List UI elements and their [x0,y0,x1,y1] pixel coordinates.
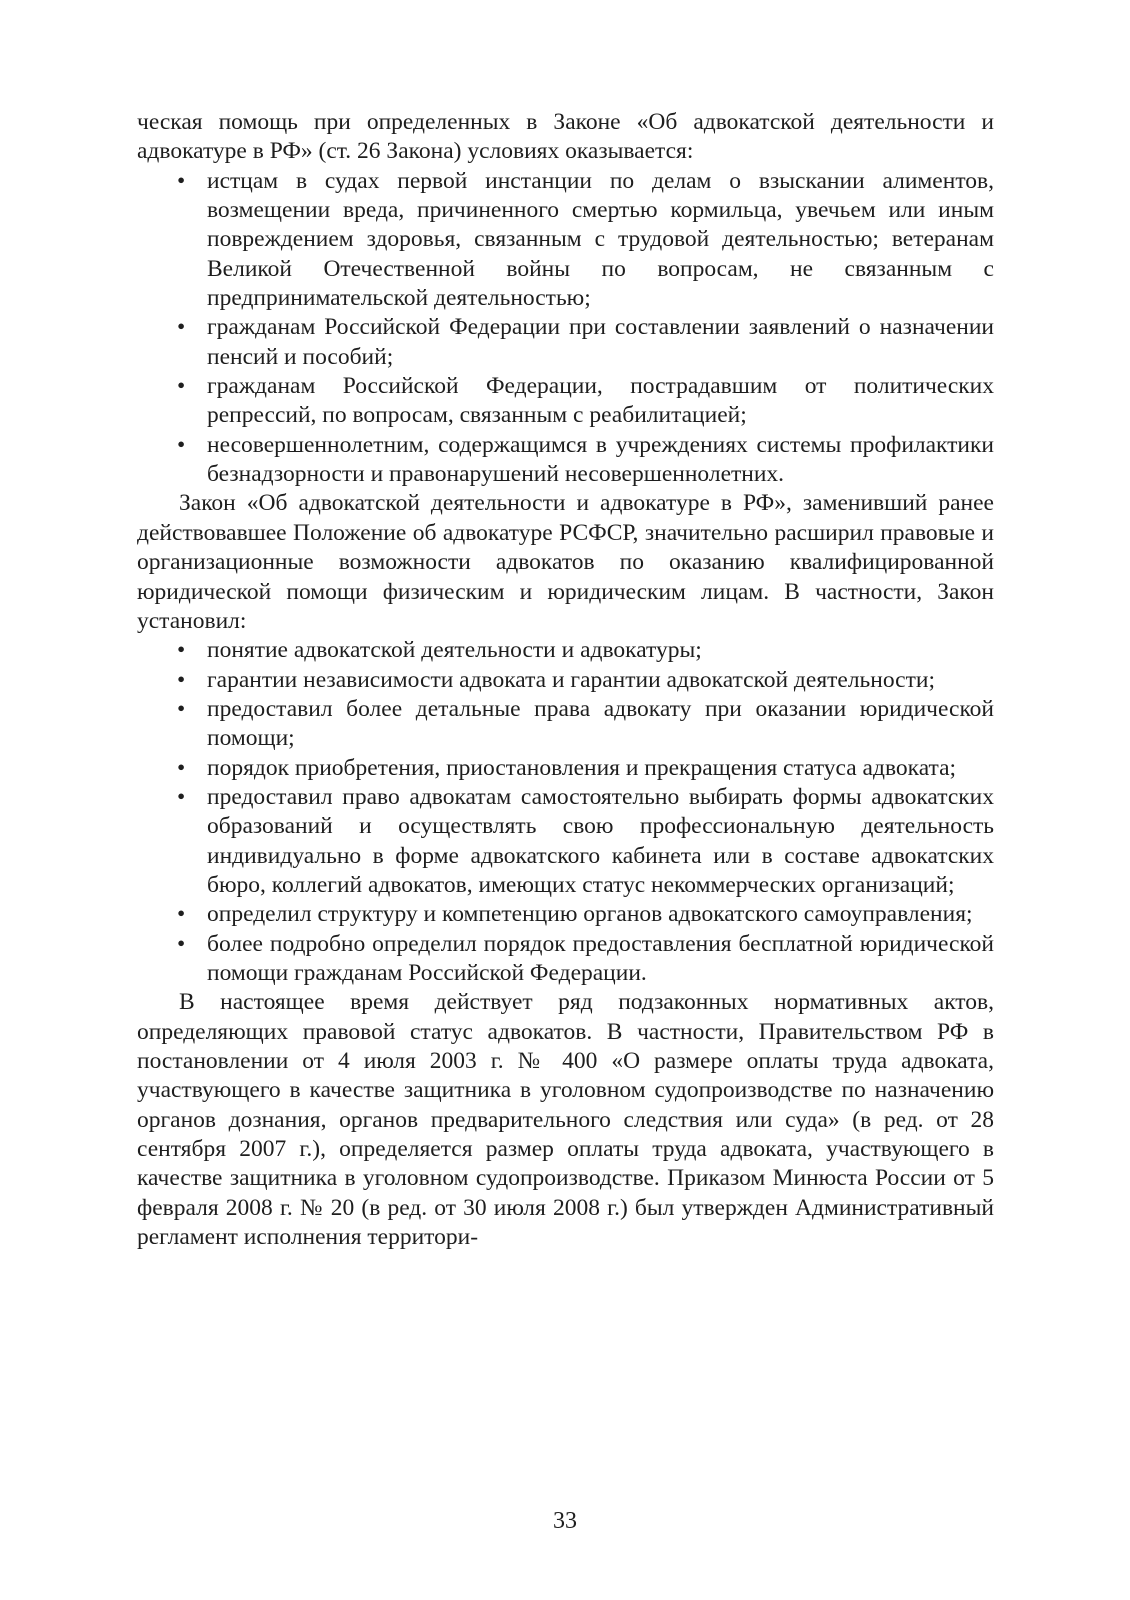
bullet-icon: • [177,637,186,664]
bullet-icon: • [177,314,186,341]
list-item-text: предоставил право адвокатам самостоятельно выбирать формы адвокатских образований и осуществлять свою профессиональную деятельность индивидуально в форме адвокатского кабинета или в составе адвокатских бюро, коллегий адвокатов, имеющих статус некоммерческих организаций; [207,783,994,898]
regulations-paragraph: В настоящее время действует ряд подзаконных нормативных актов, определяющих правовой статус адвокатов. В частности, Правительством РФ в постановлении от 4 июля 2003 г. № 400 «О размере оплаты труда адвоката, участвующего в качестве защитника в уголовном судопроизводстве по назначению органов дознания, органов предварительного следствия или суда» (в ред. от 28 сентября 2007 г.), определяется размер оплаты труда адвоката, участвующего в качестве защитника в уголовном судопроизводстве. Приказом Минюста России от 5 февраля 2008 г. № 20 (в ред. от 30 июля 2008 г.) был утвержден Административный регламент исполнения территори- [137,989,994,1251]
list-item [177,431,994,490]
list-item-text: определил структуру и компетенцию органов адвокатского самоуправления; [207,901,973,928]
page-number: 33 [553,1508,577,1534]
list-item-text: гражданам Российской Федерации при составлении заявлений о назначении пенсий и пособий; [207,314,994,370]
recipients-list [137,167,994,490]
law-provisions-list [137,636,994,988]
bullet-icon: • [177,666,186,693]
bullet-icon: • [177,431,186,458]
list-item [177,636,994,665]
list-item-text: более подробно определил порядок предоставления бесплатной юридической помощи гражданам Российской Федерации. [207,930,994,986]
bullet-icon: • [177,930,186,957]
list-item-text: порядок приобретения, приостановления и прекращения статуса адвоката; [207,754,957,781]
list-item [177,930,994,989]
list-item [177,900,994,929]
list-item [177,666,994,695]
bullet-icon: • [177,901,186,928]
list-item-text: несовершеннолетним, содержащимся в учреждениях системы профилактики безнадзорности и правонарушений несовершеннолетних. [207,431,994,488]
law-paragraph: Закон «Об адвокатской деятельности и адвокатуре в РФ», заменивший ранее действовавшее Положение об адвокатуре РСФСР, значительно расширил правовые и организационные возможности адвокатов по оказанию квалифицированной юридической помощи физическим и юридическим лицам. В частности, Закон установил: [137,490,994,634]
list-item [177,695,994,754]
bullet-icon: • [177,167,186,194]
bullet-icon: • [177,373,186,400]
list-item-text: истцам в судах первой инстанции по делам о взыскании алиментов, возмещении вреда, причиненного смертью кормильца, увечьем или иным повреждением здоровья, связанным с трудовой деятельностью; ветеранам Великой Отечественной войны по вопросам, не связанным с предпринимательской деятельностью; [207,167,994,312]
list-item [177,754,994,783]
bullet-icon: • [177,754,186,781]
list-item-text: гражданам Российской Федерации, пострадавшим от политических репрессий, по вопросам, связанным с реабилитацией; [207,373,994,429]
list-item [177,167,994,314]
intro-paragraph: ческая помощь при определенных в Законе «Об адвокатской деятельности и адвокатуре в РФ» (ст. 26 Закона) условиях оказывается: [137,109,994,165]
list-item-text: гарантии независимости адвоката и гарантии адвокатской деятельности; [207,666,935,693]
list-item [177,783,994,900]
list-item [177,313,994,372]
bullet-icon: • [177,695,186,722]
list-item-text: понятие адвокатской деятельности и адвокатуры; [207,637,702,664]
page-body-text [137,108,994,1252]
list-item [177,372,994,431]
list-item-text: предоставил более детальные права адвокату при оказании юридической помощи; [207,695,994,752]
bullet-icon: • [177,783,186,810]
